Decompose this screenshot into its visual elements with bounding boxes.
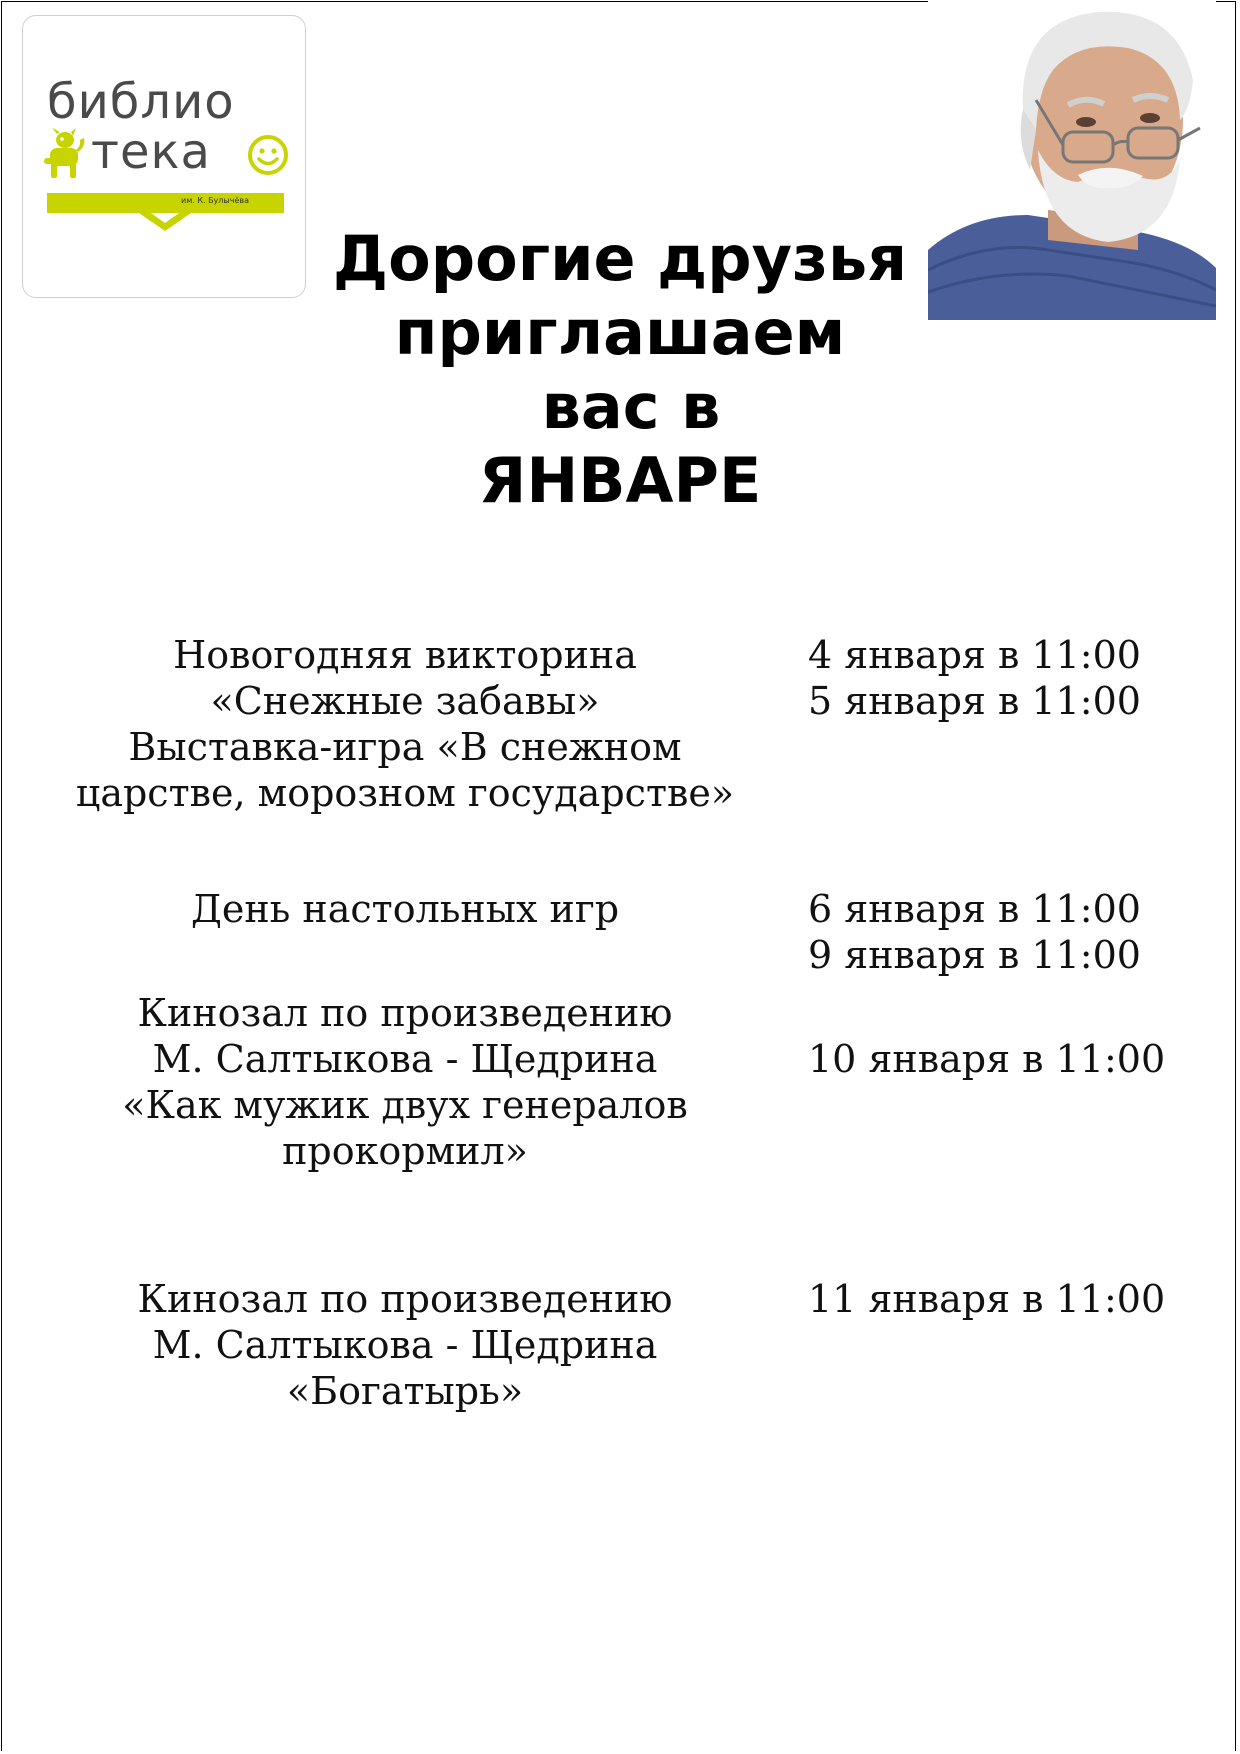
- event-name-line: «Как мужик двух генералов: [122, 1083, 688, 1127]
- event-name-line: М. Салтыкова - Щедрина: [152, 1323, 658, 1367]
- event-name-line: Кинозал по произведению: [137, 991, 673, 1035]
- event-name-line: «Снежные забавы»: [210, 679, 600, 723]
- event-name-line: М. Салтыкова - Щедрина: [152, 1037, 658, 1081]
- event-name-line: прокормил»: [282, 1129, 528, 1173]
- event-2-name: [20, 886, 790, 932]
- event-date: 11 января в 11:00: [808, 1277, 1166, 1321]
- event-1-name: [20, 632, 790, 816]
- event-3-name: [20, 990, 790, 1174]
- title-line4: ЯНВАРЕ: [478, 444, 762, 517]
- event-name-line: царстве, морозном государстве»: [75, 771, 735, 815]
- event-3-dates: [808, 1036, 1228, 1082]
- logo-subtitle: им. К. Булычёва: [181, 196, 250, 205]
- event-4-name: [20, 1276, 790, 1414]
- event-date: 9 января в 11:00: [808, 933, 1141, 977]
- event-4-dates: [808, 1276, 1228, 1322]
- event-2-dates: [808, 886, 1228, 978]
- dog-icon: [38, 128, 88, 190]
- event-name-line: Кинозал по произведению: [137, 1277, 673, 1321]
- event-date: 6 января в 11:00: [808, 887, 1141, 931]
- event-name-line: «Богатырь»: [286, 1369, 524, 1413]
- page-title: [300, 222, 940, 518]
- title-line3: вас в: [541, 370, 721, 443]
- event-date: 4 января в 11:00: [808, 633, 1141, 677]
- logo-text-line2: тека: [91, 124, 211, 180]
- event-date: 10 января в 11:00: [808, 1037, 1166, 1081]
- title-line1: Дорогие друзья: [332, 222, 908, 295]
- title-line2: приглашаем: [394, 296, 846, 369]
- event-name-line: Выставка-игра «В снежном: [128, 725, 682, 769]
- event-name-line: Новогодняя викторина: [173, 633, 637, 677]
- event-1-dates: [808, 632, 1228, 724]
- smiley-icon: [247, 134, 289, 176]
- event-date: 5 января в 11:00: [808, 679, 1141, 723]
- event-name-line: День настольных игр: [190, 887, 620, 931]
- library-logo: [22, 15, 306, 298]
- portrait-image: [928, 0, 1216, 320]
- logo-text-line1: библио: [47, 74, 235, 130]
